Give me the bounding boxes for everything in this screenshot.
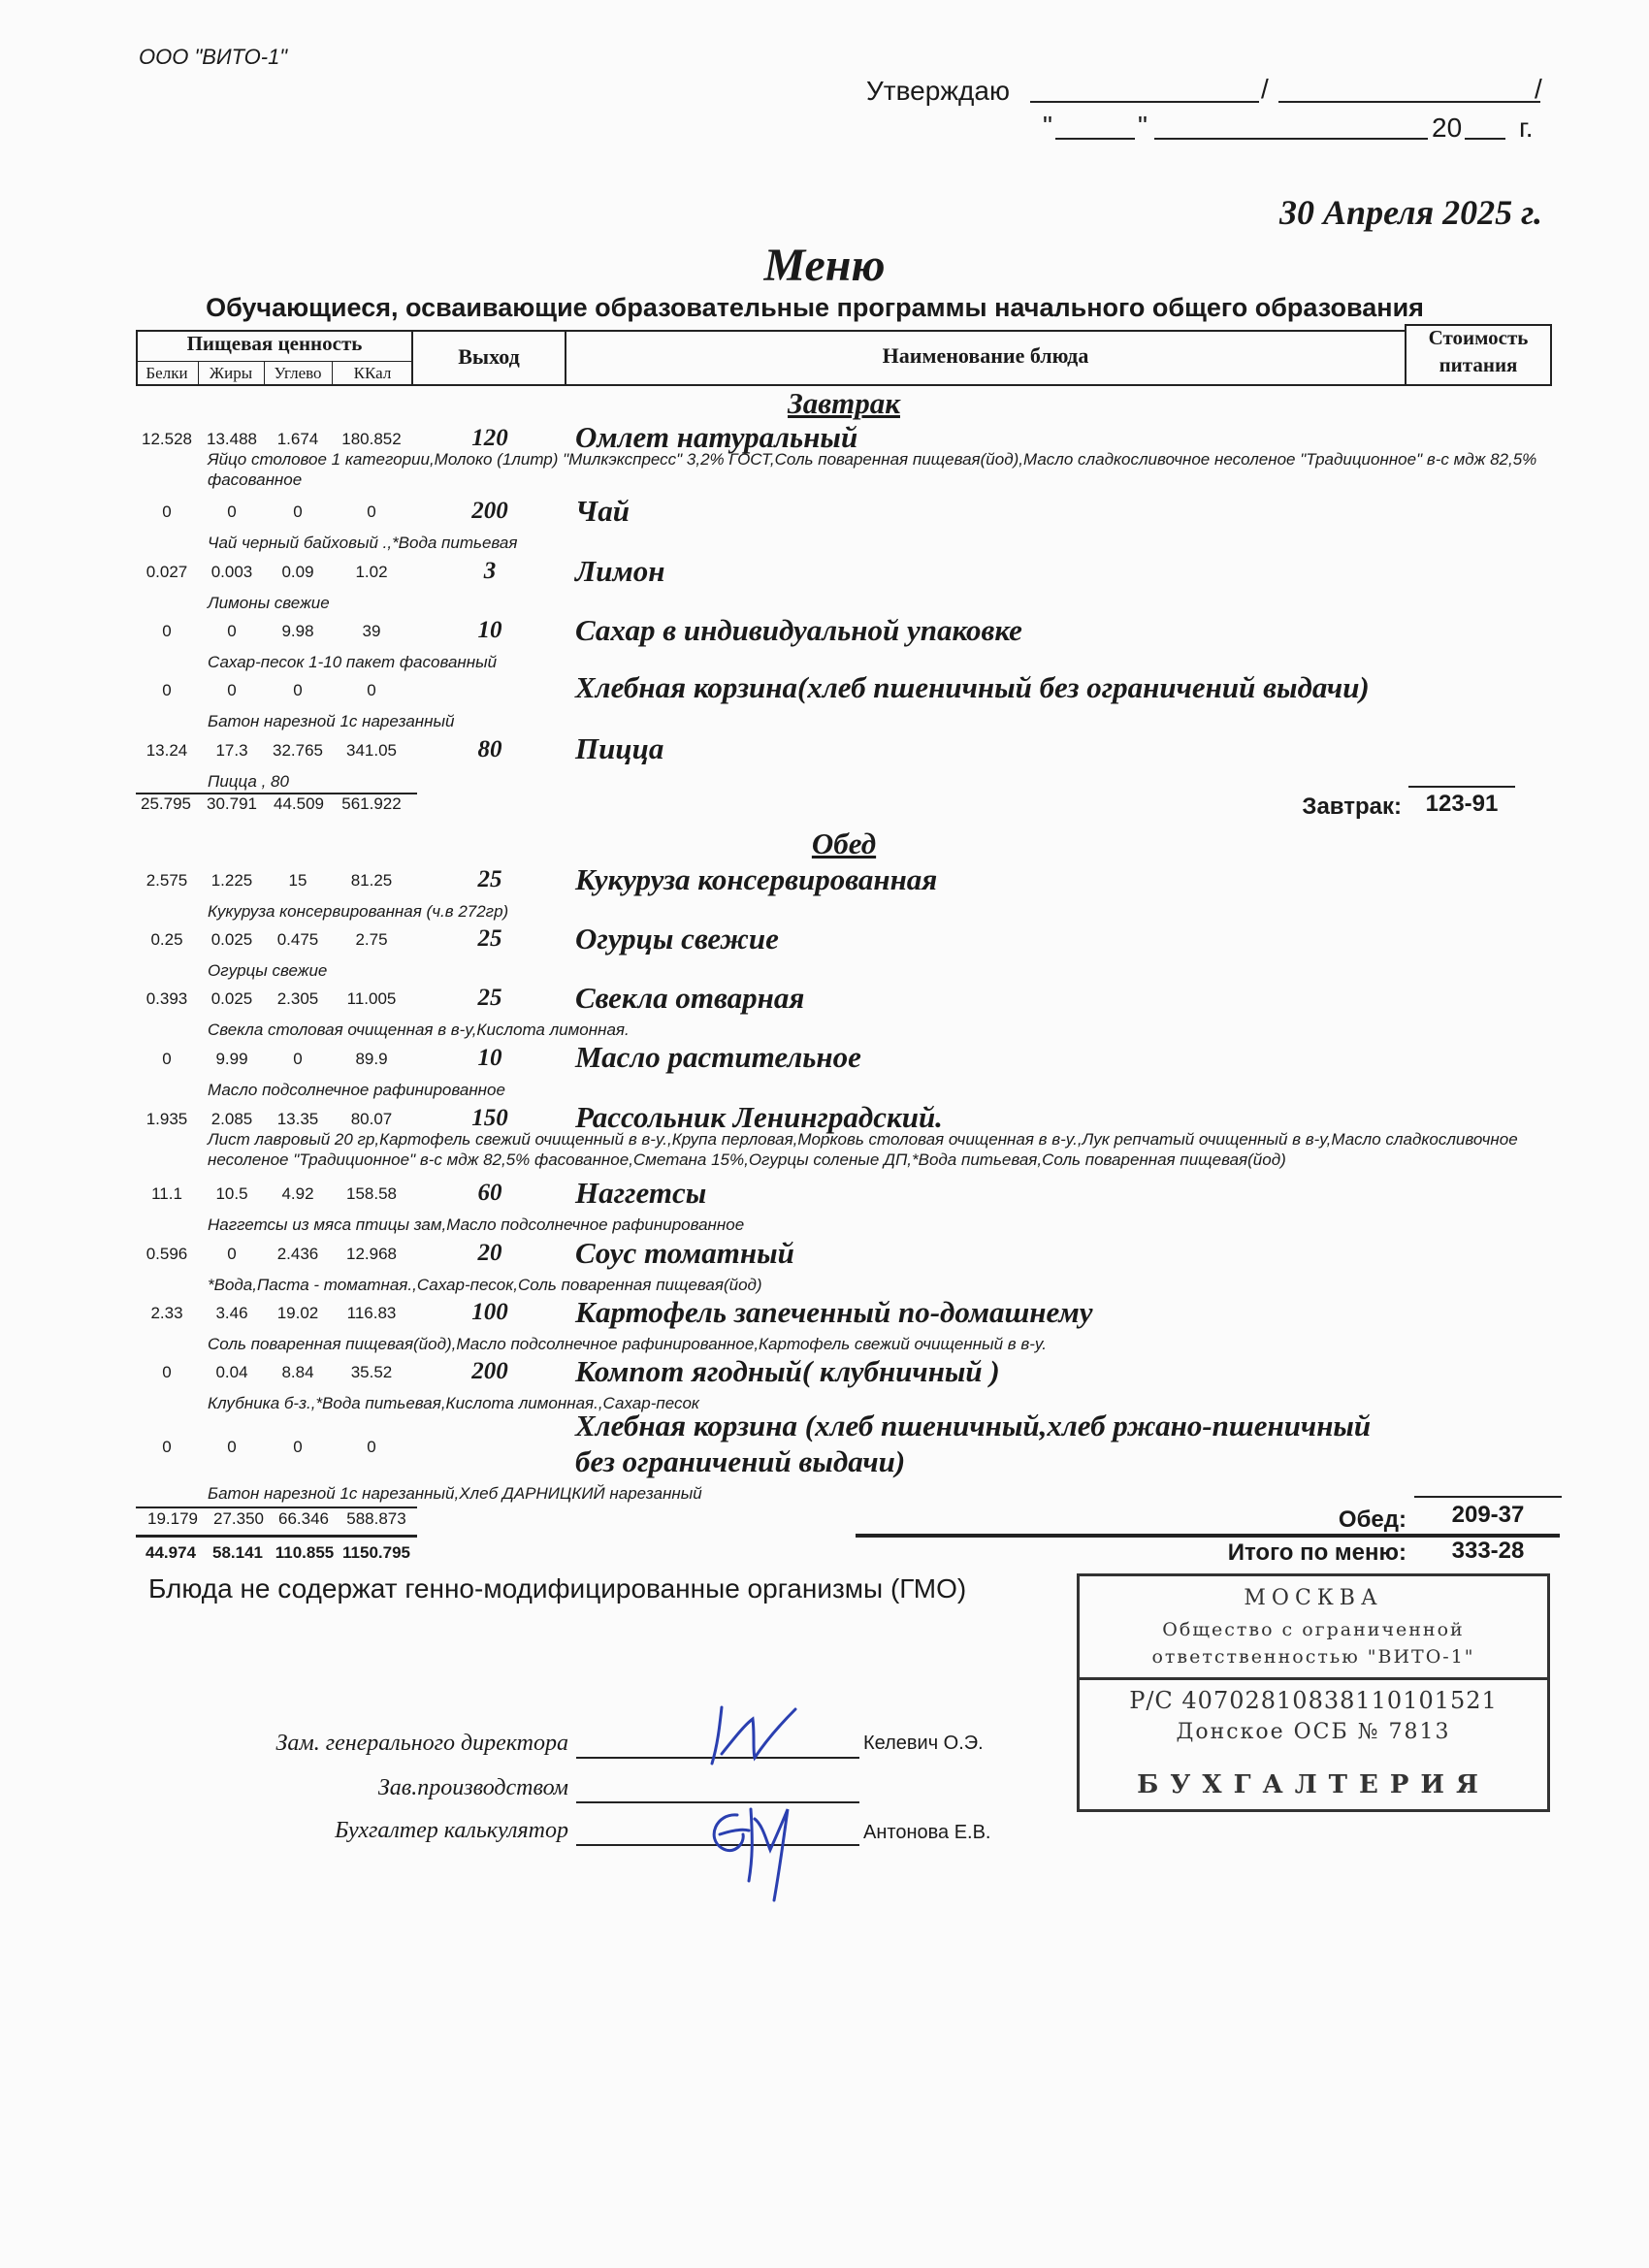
gmo-note: Блюда не содержат генно-модифицированные организмы (ГМО) bbox=[148, 1573, 967, 1604]
lunch-item-4-name: Рассольник Ленинградский. bbox=[575, 1100, 943, 1134]
lunch-item-3-output: 10 bbox=[477, 1045, 502, 1071]
carbs-value: 0 bbox=[293, 1438, 303, 1456]
year-suffix: г. bbox=[1519, 113, 1534, 143]
carbs-value: 0 bbox=[293, 1050, 303, 1068]
breakfast-item-1-ingredients: Чай черный байховый .,*Вода питьевая bbox=[208, 534, 518, 552]
breakfast-item-3-output: 10 bbox=[477, 617, 502, 643]
carbs-value: 15 bbox=[288, 871, 307, 890]
lunch-item-4-values bbox=[134, 1110, 415, 1131]
fat-value: 0 bbox=[227, 1245, 237, 1263]
protein-value: 0 bbox=[162, 1438, 172, 1456]
lunch-item-7-output: 100 bbox=[471, 1299, 508, 1325]
approve-line-2 bbox=[1278, 101, 1540, 103]
breakfast-cost-label: Завтрак: bbox=[1302, 794, 1402, 820]
protein-value: 0 bbox=[162, 502, 172, 521]
lunch-item-0-values bbox=[134, 871, 415, 892]
carbs-total: 66.346 bbox=[278, 1509, 329, 1528]
fat-grand-total: 58.141 bbox=[212, 1543, 263, 1562]
breakfast-item-4-ingredients: Батон нарезной 1с нарезанный bbox=[208, 712, 455, 730]
breakfast-item-2-output: 3 bbox=[483, 558, 497, 584]
breakfast-item-5-values bbox=[134, 741, 415, 762]
quote-close: " bbox=[1138, 111, 1148, 141]
kcal-value: 158.58 bbox=[346, 1184, 397, 1203]
quote-open: " bbox=[1043, 111, 1052, 141]
breakfast-item-4-values bbox=[134, 681, 415, 702]
lunch-item-9-name: Хлебная корзина (хлеб пшеничный,хлеб ржано-пшеничный bbox=[575, 1409, 1372, 1442]
lunch-cost-line bbox=[1414, 1496, 1562, 1498]
lunch-item-6-output: 20 bbox=[477, 1240, 502, 1266]
protein-value: 11.1 bbox=[151, 1184, 182, 1203]
lunch-item-8-ingredients: Клубника б-з.,*Вода питьевая,Кислота лимонная.,Сахар-песок bbox=[208, 1394, 699, 1412]
kcal-value: 0 bbox=[367, 681, 376, 699]
carbs-value: 0 bbox=[293, 502, 303, 521]
protein-value: 0.393 bbox=[146, 989, 188, 1008]
lunch-item-2-ingredients: Свекла столовая очищенная в в-у,Кислота лимонная. bbox=[208, 1021, 630, 1039]
breakfast-item-2-name: Лимон bbox=[575, 554, 665, 588]
approve-slash-2: / bbox=[1535, 74, 1542, 104]
day-line bbox=[1055, 138, 1135, 140]
output-header: Выход bbox=[458, 344, 520, 369]
kcal-value: 116.83 bbox=[346, 1304, 397, 1322]
lunch-item-3-ingredients: Масло подсолнечное рафинированное bbox=[208, 1081, 505, 1099]
carbs-value: 13.35 bbox=[276, 1110, 319, 1128]
handwritten-signature-accountant bbox=[698, 1780, 805, 1906]
fat-total: 30.791 bbox=[207, 794, 257, 813]
lunch-item-1-output: 25 bbox=[477, 925, 502, 952]
carbs-value: 0.475 bbox=[276, 930, 319, 949]
carbs-total: 44.509 bbox=[274, 794, 324, 813]
kcal-value: 180.852 bbox=[341, 430, 402, 448]
protein-value: 2.33 bbox=[150, 1304, 183, 1322]
dish-name-header: Наименование блюда bbox=[882, 343, 1089, 368]
lunch-item-9-name-line2: без ограничений выдачи) bbox=[575, 1444, 906, 1478]
lunch-item-8-name: Компот ягодный( клубничный ) bbox=[575, 1354, 1000, 1388]
stamp-city: МОСКВА bbox=[1244, 1586, 1383, 1610]
lunch-item-1-ingredients: Огурцы свежие bbox=[208, 961, 328, 980]
fat-value: 0.003 bbox=[210, 563, 253, 581]
lunch-item-9-values bbox=[134, 1438, 415, 1459]
breakfast-cost-value: 123-91 bbox=[1425, 791, 1499, 817]
col-header-protein: Белки bbox=[146, 364, 188, 382]
lunch-item-5-ingredients: Наггетсы из мяса птицы зам,Масло подсолнечное рафинированное bbox=[208, 1215, 745, 1234]
lunch-item-2-output: 25 bbox=[477, 985, 502, 1011]
lunch-item-5-values bbox=[134, 1184, 415, 1206]
fat-value: 3.46 bbox=[215, 1304, 248, 1322]
breakfast-item-0-values bbox=[134, 430, 415, 451]
kcal-grand-total: 1150.795 bbox=[342, 1543, 410, 1562]
protein-total: 19.179 bbox=[147, 1509, 198, 1528]
protein-value: 0 bbox=[162, 681, 172, 699]
breakfast-totals bbox=[134, 794, 415, 816]
breakfast-item-5-ingredients: Пицца , 80 bbox=[208, 772, 289, 791]
breakfast-item-5-output: 80 bbox=[477, 736, 502, 762]
kcal-value: 35.52 bbox=[350, 1363, 393, 1381]
kcal-value: 341.05 bbox=[346, 741, 397, 760]
kcal-value: 12.968 bbox=[346, 1245, 397, 1263]
breakfast-section-title: Завтрак bbox=[788, 386, 900, 420]
approve-line-1 bbox=[1030, 101, 1259, 103]
lunch-item-0-name: Кукуруза консервированная bbox=[575, 862, 938, 896]
carbs-grand-total: 110.855 bbox=[275, 1543, 335, 1562]
kcal-value: 89.9 bbox=[355, 1050, 388, 1068]
protein-grand-total: 44.974 bbox=[146, 1543, 196, 1562]
lunch-cost-label: Обед: bbox=[1338, 1507, 1406, 1533]
fat-value: 0.025 bbox=[210, 989, 253, 1008]
lunch-item-4-output: 150 bbox=[471, 1105, 508, 1131]
fat-value: 0 bbox=[227, 1438, 237, 1456]
stamp-org-line1: Общество с ограниченной bbox=[1162, 1619, 1465, 1640]
breakfast-item-2-values bbox=[134, 563, 415, 584]
kcal-value: 1.02 bbox=[355, 563, 388, 581]
grand-total-label: Итого по меню: bbox=[1227, 1539, 1406, 1566]
breakfast-item-1-values bbox=[134, 502, 415, 524]
carbs-value: 1.674 bbox=[276, 430, 319, 448]
breakfast-item-0-ingredients: Яйцо столовое 1 категории,Молоко (1литр) "Милкэкспресс" 3,2% ГОСТ,Соль поваренная пищевая(йод),Масло сладкосливочное несоленое "Традиционное" в-с мдж 82,5% фасованное bbox=[208, 450, 1537, 489]
lunch-item-1-name: Огурцы свежие bbox=[575, 922, 779, 956]
stamp-account: Р/С 40702810838110101521 bbox=[1129, 1687, 1498, 1714]
carbs-value: 0.09 bbox=[281, 563, 314, 581]
month-line bbox=[1154, 138, 1428, 140]
nutrition-divider bbox=[136, 361, 413, 362]
page-subtitle: Обучающиеся, осваивающие образовательные программы начального общего образования bbox=[206, 293, 1424, 322]
kcal-total: 588.873 bbox=[346, 1509, 406, 1528]
nutrition-header: Пищевая ценность bbox=[186, 332, 363, 355]
carbs-value: 32.765 bbox=[273, 741, 323, 760]
lunch-item-8-values bbox=[134, 1363, 415, 1384]
lunch-item-6-ingredients: *Вода,Паста - томатная.,Сахар-песок,Соль поваренная пищевая(йод) bbox=[208, 1276, 762, 1294]
col-header-carbs: Углево bbox=[274, 364, 322, 382]
grand-total-rule bbox=[136, 1535, 417, 1538]
lunch-item-2-values bbox=[134, 989, 415, 1011]
fat-value: 0.025 bbox=[210, 930, 253, 949]
breakfast-cost-line bbox=[1408, 786, 1515, 788]
kcal-value: 80.07 bbox=[350, 1110, 393, 1128]
protein-value: 0 bbox=[162, 1363, 172, 1381]
fat-value: 10.5 bbox=[215, 1184, 248, 1203]
organization-name: ООО "ВИТО-1" bbox=[139, 45, 288, 69]
breakfast-item-0-output: 120 bbox=[471, 425, 508, 451]
protein-value: 0 bbox=[162, 622, 172, 640]
breakfast-item-0-name: Омлет натуральный bbox=[575, 420, 858, 454]
lunch-item-3-name: Масло растительное bbox=[575, 1040, 861, 1074]
breakfast-item-1-output: 200 bbox=[471, 498, 508, 524]
handwritten-signature-deputy bbox=[698, 1696, 805, 1773]
lunch-item-5-name: Наггетсы bbox=[575, 1176, 707, 1210]
cost-header-line1: Стоимость bbox=[1428, 326, 1529, 349]
breakfast-item-3-name: Сахар в индивидуальной упаковке bbox=[575, 613, 1022, 647]
col-header-kcal: ККал bbox=[353, 364, 392, 382]
protein-value: 0 bbox=[162, 1050, 172, 1068]
protein-value: 0.596 bbox=[146, 1245, 188, 1263]
carbs-value: 4.92 bbox=[281, 1184, 314, 1203]
kcal-total: 561.922 bbox=[341, 794, 402, 813]
fat-value: 0 bbox=[227, 502, 237, 521]
accounting-stamp bbox=[1077, 1573, 1550, 1812]
breakfast-item-4-name: Хлебная корзина(хлеб пшеничный без ограничений выдачи) bbox=[575, 670, 1370, 704]
breakfast-item-2-ingredients: Лимоны свежие bbox=[208, 594, 330, 612]
protein-value: 12.528 bbox=[142, 430, 192, 448]
lunch-cost-value: 209-37 bbox=[1451, 1502, 1525, 1528]
lunch-item-0-output: 25 bbox=[477, 866, 502, 892]
protein-value: 0.027 bbox=[146, 563, 188, 581]
lunch-item-6-name: Соус томатный bbox=[575, 1236, 794, 1270]
carbs-value: 8.84 bbox=[281, 1363, 314, 1381]
kcal-value: 2.75 bbox=[355, 930, 388, 949]
year-line bbox=[1465, 138, 1505, 140]
col-header-fat: Жиры bbox=[209, 364, 253, 382]
signature-name-deputy-director: Келевич О.Э. bbox=[863, 1733, 984, 1754]
fat-value: 13.488 bbox=[207, 430, 257, 448]
carbs-value: 2.305 bbox=[276, 989, 319, 1008]
year-prefix: 20 bbox=[1432, 113, 1463, 143]
grand-total-value: 333-28 bbox=[1451, 1538, 1525, 1564]
lunch-item-7-ingredients: Соль поваренная пищевая(йод),Масло подсолнечное рафинированное,Картофель свежий очищенный в в-у. bbox=[208, 1335, 1047, 1353]
fat-value: 2.085 bbox=[210, 1110, 253, 1128]
lunch-item-4-ingredients: Лист лавровый 20 гр,Картофель свежий очищенный в в-у.,Крупа перловая,Морковь столовая очищенная в в-у.,Лук репчатый очищенный в в-у,Масло сладкосливочное несоленое "Традиционное" в-с мдж 82,5% фасованное,Сметана 15%,Огурцы соленые ДП,*Вода питьевая,Соль поваренная пищевая(йод) bbox=[208, 1130, 1518, 1169]
kcal-value: 11.005 bbox=[346, 989, 397, 1008]
breakfast-item-3-ingredients: Сахар-песок 1-10 пакет фасованный bbox=[208, 653, 498, 671]
carbs-value: 9.98 bbox=[281, 622, 314, 640]
approve-label: Утверждаю bbox=[866, 76, 1010, 106]
fat-value: 1.225 bbox=[210, 871, 253, 890]
lunch-totals bbox=[134, 1509, 415, 1531]
lunch-item-0-ingredients: Кукуруза консервированная (ч.в 272гр) bbox=[208, 902, 509, 921]
stamp-department: БУХГАЛТЕРИЯ bbox=[1137, 1770, 1490, 1799]
breakfast-item-5-name: Пицца bbox=[575, 731, 664, 765]
protein-total: 25.795 bbox=[141, 794, 191, 813]
carbs-value: 0 bbox=[293, 681, 303, 699]
menu-date: 30 Апреля 2025 г. bbox=[1279, 193, 1542, 232]
grand-totals bbox=[134, 1543, 415, 1565]
fat-value: 17.3 bbox=[215, 741, 248, 760]
protein-value: 2.575 bbox=[146, 871, 188, 890]
lunch-item-7-name: Картофель запеченный по-домашнему bbox=[575, 1295, 1093, 1329]
breakfast-item-3-values bbox=[134, 622, 415, 643]
lunch-item-6-values bbox=[134, 1245, 415, 1266]
stamp-org-line2: ответственностью "ВИТО-1" bbox=[1151, 1646, 1475, 1668]
lunch-item-9-ingredients: Батон нарезной 1с нарезанный,Хлеб ДАРНИЦКИЙ нарезанный bbox=[208, 1484, 702, 1503]
lunch-item-7-values bbox=[134, 1304, 415, 1325]
approve-slash-1: / bbox=[1261, 74, 1269, 104]
lunch-item-5-output: 60 bbox=[477, 1180, 502, 1206]
protein-value: 0.25 bbox=[150, 930, 183, 949]
fat-value: 0 bbox=[227, 681, 237, 699]
fat-value: 0.04 bbox=[215, 1363, 248, 1381]
page-title: Меню bbox=[763, 240, 886, 291]
lunch-item-2-name: Свекла отварная bbox=[575, 981, 805, 1015]
lunch-item-8-output: 200 bbox=[471, 1358, 508, 1384]
fat-value: 0 bbox=[227, 622, 237, 640]
fat-value: 9.99 bbox=[215, 1050, 248, 1068]
signature-role-accountant: Бухгалтер калькулятор bbox=[335, 1818, 568, 1843]
stamp-bank: Донское ОСБ № 7813 bbox=[1176, 1720, 1451, 1744]
lunch-section-title: Обед bbox=[811, 826, 877, 860]
protein-value: 1.935 bbox=[146, 1110, 188, 1128]
cost-header-line2: питания bbox=[1439, 353, 1518, 376]
breakfast-item-1-name: Чай bbox=[575, 494, 630, 528]
signature-role-deputy-director: Зам. генерального директора bbox=[275, 1731, 568, 1756]
kcal-value: 0 bbox=[367, 502, 376, 521]
kcal-value: 39 bbox=[362, 622, 381, 640]
fat-total: 27.350 bbox=[213, 1509, 264, 1528]
kcal-value: 81.25 bbox=[350, 871, 393, 890]
lunch-total-rule bbox=[136, 1507, 417, 1508]
lunch-item-3-values bbox=[134, 1050, 415, 1071]
carbs-value: 2.436 bbox=[276, 1245, 319, 1263]
carbs-value: 19.02 bbox=[276, 1304, 319, 1322]
stamp-divider bbox=[1080, 1677, 1547, 1680]
kcal-value: 0 bbox=[367, 1438, 376, 1456]
protein-value: 13.24 bbox=[146, 741, 188, 760]
signature-role-production-head: Зав.производством bbox=[377, 1775, 568, 1800]
lunch-item-1-values bbox=[134, 930, 415, 952]
signature-name-accountant: Антонова Е.В. bbox=[863, 1822, 991, 1843]
